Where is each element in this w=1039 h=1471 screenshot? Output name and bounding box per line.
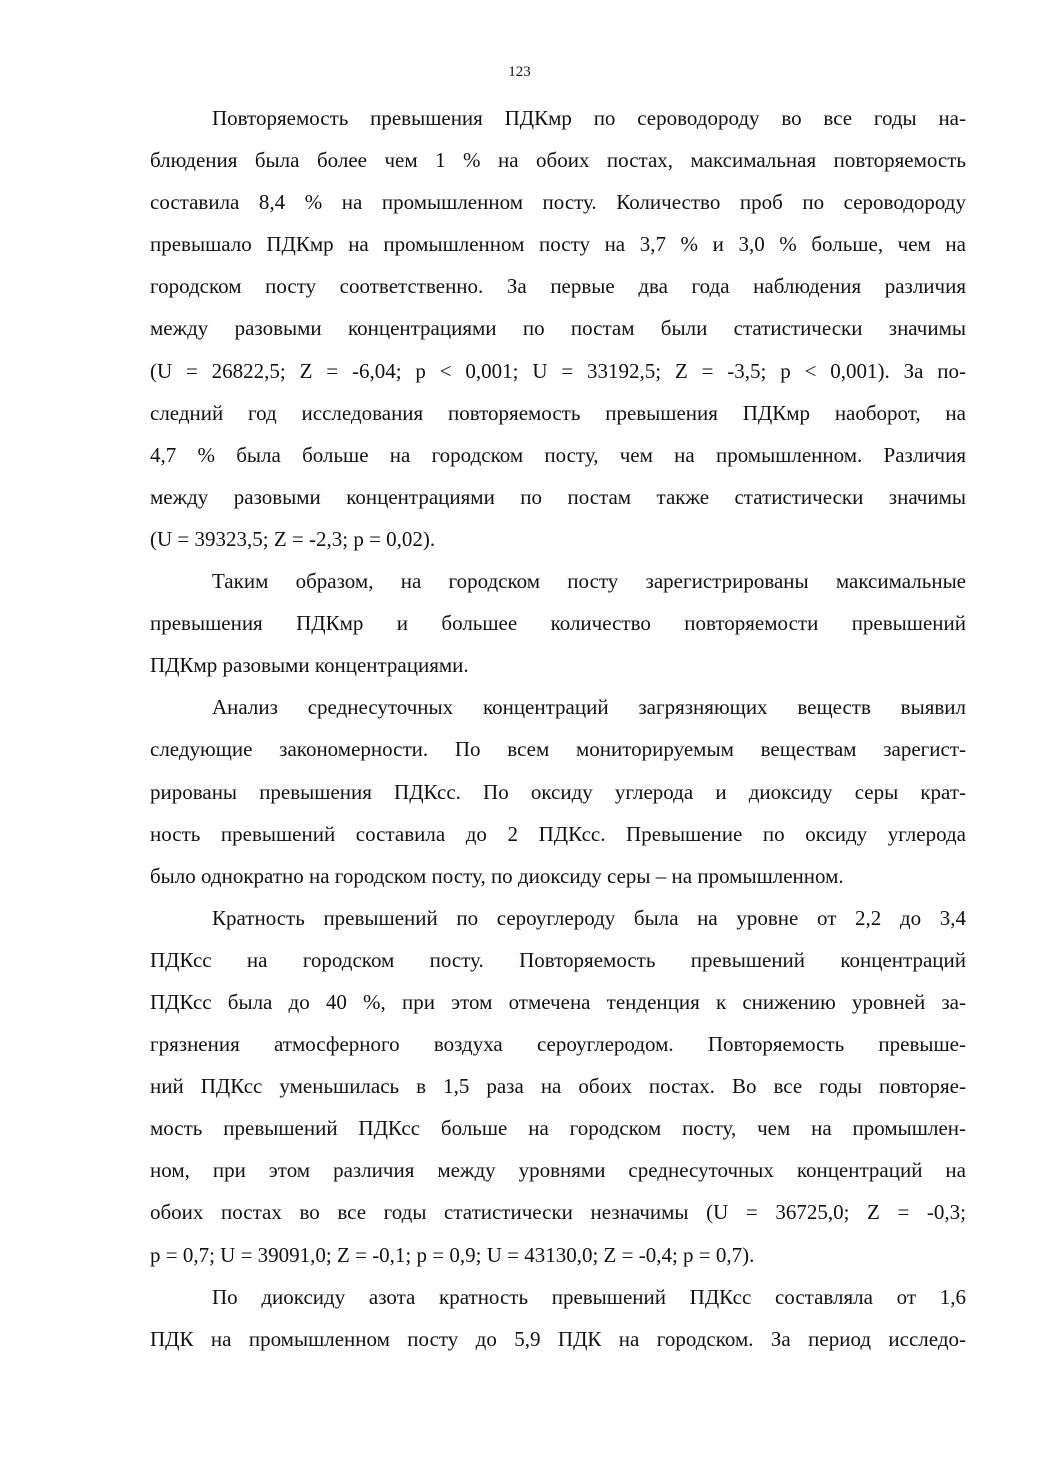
paragraph-5 (150, 1276, 966, 1360)
text-line: блюдения была более чем 1 % на обоих постах, максимальная повторяемость (150, 148, 966, 173)
paragraph-3 (150, 686, 966, 896)
text-line: 4,7 % была больше на городском посту, чем на промышленном. Различия (150, 442, 966, 467)
text-line: ПДКмр разовыми концентрациями. (150, 653, 469, 678)
text-line: ПДКсс была до 40 %, при этом отмечена тенденция к снижению уровней за- (150, 989, 966, 1014)
text-line: ность превышений составила до 2 ПДКсс. Превышение по оксиду углерода (150, 821, 966, 846)
text-line: грязнения атмосферного воздуха сероуглеродом. Повторяемость превыше- (150, 1032, 966, 1057)
text-line: По диоксиду азота кратность превышений ПДКсс составляла от 1,6 (212, 1284, 966, 1309)
paragraph-4 (150, 897, 966, 1276)
text-line: превышало ПДКмр на промышленном посту на 3,7 % и 3,0 % больше, чем на (150, 232, 966, 257)
text-line: между разовыми концентрациями по постам также статистически значимы (150, 484, 966, 509)
text-line: превышения ПДКмр и большее количество повторяемости превышений (150, 611, 966, 636)
text-line: (U = 39323,5; Z = -2,3; p = 0,02). (150, 526, 436, 551)
paragraph-2 (150, 560, 966, 686)
text-line: p = 0,7; U = 39091,0; Z = -0,1; p = 0,9; U = 43130,0; Z = -0,4; p = 0,7). (150, 1242, 755, 1267)
text-line: мость превышений ПДКсс больше на городском посту, чем на промышлен- (150, 1116, 966, 1141)
text-line: составила 8,4 % на промышленном посту. Количество проб по сероводороду (150, 190, 966, 215)
text-line: Анализ среднесуточных концентраций загрязняющих веществ выявил (212, 695, 966, 720)
text-line: городском посту соответственно. За первые два года наблюдения различия (150, 274, 966, 299)
text-line: обоих постах во все годы статистически незначимы (U = 36725,0; Z = -0,3; (150, 1200, 966, 1225)
text-line: между разовыми концентрациями по постам были статистически значимы (150, 316, 966, 341)
text-line: следующие закономерности. По всем мониторируемым веществам зарегист- (150, 737, 966, 762)
document-body (150, 97, 966, 1360)
text-line: следний год исследования повторяемость превышения ПДКмр наоборот, на (150, 400, 966, 425)
text-line: было однократно на городском посту, по диоксиду серы – на промышленном. (150, 863, 844, 888)
text-line: (U = 26822,5; Z = -6,04; p < 0,001; U = 33192,5; Z = -3,5; p < 0,001). За по- (150, 358, 966, 383)
page-number: 123 (508, 64, 531, 80)
paragraph-1 (150, 97, 966, 560)
text-line: Кратность превышений по сероуглероду была на уровне от 2,2 до 3,4 (212, 905, 966, 930)
text-line: ном, при этом различия между уровнями среднесуточных концентраций на (150, 1158, 966, 1183)
text-line: Повторяемость превышения ПДКмр по сероводороду во все годы на- (212, 106, 966, 130)
text-line: Таким образом, на городском посту зарегистрированы максимальные (212, 569, 966, 594)
text-line: ПДКсс на городском посту. Повторяемость превышений концентраций (150, 947, 966, 972)
text-line: рированы превышения ПДКсс. По оксиду углерода и диоксиду серы крат- (150, 779, 966, 804)
text-line: ПДК на промышленном посту до 5,9 ПДК на городском. За период исследо- (150, 1326, 966, 1351)
text-line: ний ПДКсс уменьшилась в 1,5 раза на обоих постах. Во все годы повторяе- (150, 1074, 966, 1099)
